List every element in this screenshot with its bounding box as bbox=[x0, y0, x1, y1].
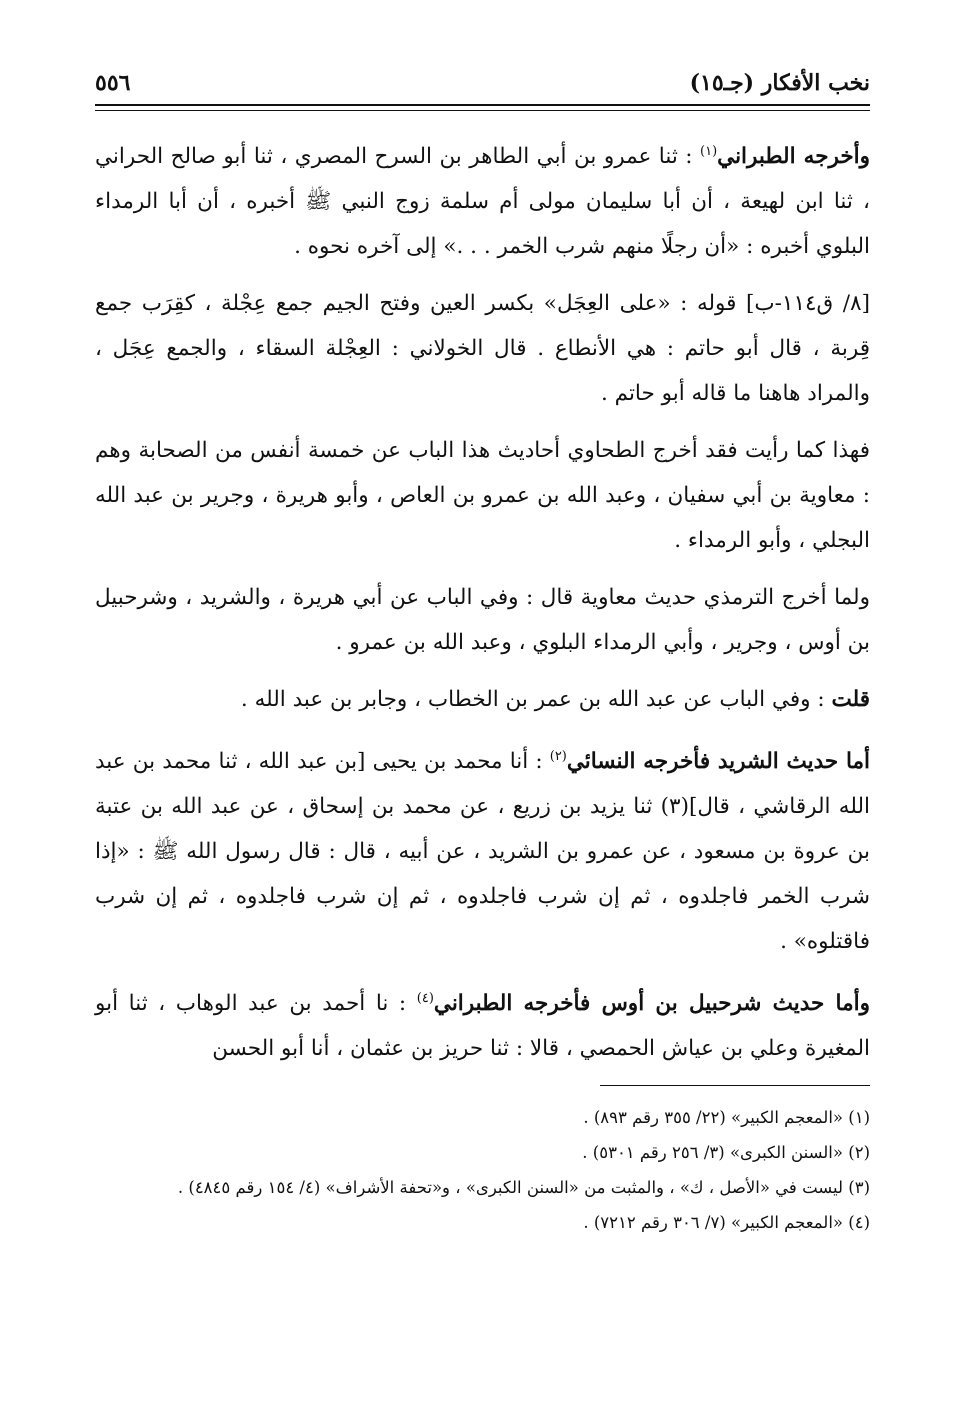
footnotes bbox=[95, 1100, 870, 1240]
paragraph-text: : ثنا عمرو بن أبي الطاهر بن السرح المصري ، ثنا أبو صالح الحراني ، ثنا ابن لهيعة ، أن أبا سليمان مولى أم سلمة زوج النبي ﷺ أخبره ، أن أبا الرمداء البلوي أخبره : «أن رجلًا منهم شرب الخمر . . .» إلى آخره نحوه . bbox=[95, 144, 870, 260]
footnote: (٣) ليست في «الأصل ، ك» ، والمثبت من «السنن الكبرى» ، و«تحفة الأشراف» (٤/ ١٥٤ رقم ٤٨٤٥) . bbox=[177, 1178, 870, 1198]
paragraph-text: : أنا محمد بن يحيى [بن عبد الله ، ثنا محمد بن عبد الله الرقاشي ، قال](٣) ثنا يزيد بن زريع ، عن محمد بن إسحاق ، عن عبد الله بن عتبة بن عروة بن مسعود ، عن عمرو بن الشريد ، عن أبيه ، قال : قال رسول الله ﷺ : «إذا شرب الخمر فاجلدوه ، ثم إن شرب فاجلدوه ، ثم إن شرب فاجلدوه ، ثم إن شرب فاقتلوه» . bbox=[95, 749, 870, 955]
footnote: (١) «المعجم الكبير» (٢٢/ ٣٥٥ رقم ٨٩٣) . bbox=[583, 1108, 870, 1128]
paragraph bbox=[95, 129, 870, 269]
footnote-ref: (٢) bbox=[549, 749, 567, 765]
paragraph-text: ولما أخرج الترمذي حديث معاوية قال : وفي الباب عن أبي هريرة ، والشريد ، وشرحبيل بن أوس ، وجرير ، وأبي الرمداء البلوي ، وعبد الله بن عمرو . bbox=[95, 585, 870, 656]
book-title: نخب الأفكار (جـ١٥) bbox=[689, 70, 870, 96]
footnote-rule bbox=[600, 1085, 870, 1086]
book-page bbox=[95, 70, 870, 1240]
paragraph-lead: وأما حديث شرحبيل بن أوس فأخرجه الطبراني bbox=[433, 991, 870, 1017]
paragraph-text: فهذا كما رأيت فقد أخرج الطحاوي أحاديث هذا الباب عن خمسة أنفس من الصحابة وهم : معاوية بن أبي سفيان ، وعبد الله بن عمرو بن العاص ، وأبو هريرة ، وجرير بن عبد الله البجلي ، وأبو الرمداء . bbox=[95, 438, 870, 554]
paragraph-lead: قلت bbox=[831, 687, 870, 713]
header-rule bbox=[95, 104, 870, 106]
paragraph bbox=[95, 734, 870, 964]
paragraph-text: [٨/ ق١١٤-ب] قوله : «على العِجَل» بكسر العين وفتح الجيم جمع عِجْلة ، كقِرَب جمع قِربة ، قال أبو حاتم : هي الأنطاع . قال الخولاني : العِجْلة السقاء ، والجمع عِجَل ، والمراد هاهنا ما قاله أبو حاتم . bbox=[95, 291, 870, 407]
footnote-ref: (٤) bbox=[416, 991, 434, 1007]
footnote: (٢) «السنن الكبرى» (٣/ ٢٥٦ رقم ٥٣٠١) . bbox=[582, 1143, 870, 1163]
paragraph bbox=[95, 677, 870, 722]
paragraph bbox=[95, 281, 870, 416]
page-number: ٥٥٦ bbox=[95, 70, 131, 96]
paragraph-lead: أما حديث الشريد فأخرجه النسائي bbox=[566, 749, 870, 775]
header-rule-thin bbox=[95, 110, 870, 111]
paragraph bbox=[95, 575, 870, 665]
paragraph bbox=[95, 428, 870, 563]
paragraph bbox=[95, 976, 870, 1071]
footnote-ref: (١) bbox=[700, 144, 718, 159]
paragraph-text: : وفي الباب عن عبد الله بن عمر بن الخطاب ، وجابر بن عبد الله . bbox=[240, 687, 832, 713]
main-text bbox=[95, 129, 870, 1071]
paragraph-text: : نا أحمد بن عبد الوهاب ، ثنا أبو المغيرة وعلي بن عياش الحمصي ، قالا : ثنا حريز بن عثمان ، أنا أبو الحسن bbox=[95, 991, 870, 1062]
paragraph-lead: وأخرجه الطبراني bbox=[717, 144, 870, 170]
running-header bbox=[95, 70, 870, 104]
footnote: (٤) «المعجم الكبير» (٧/ ٣٠٦ رقم ٧٢١٢) . bbox=[583, 1213, 870, 1233]
